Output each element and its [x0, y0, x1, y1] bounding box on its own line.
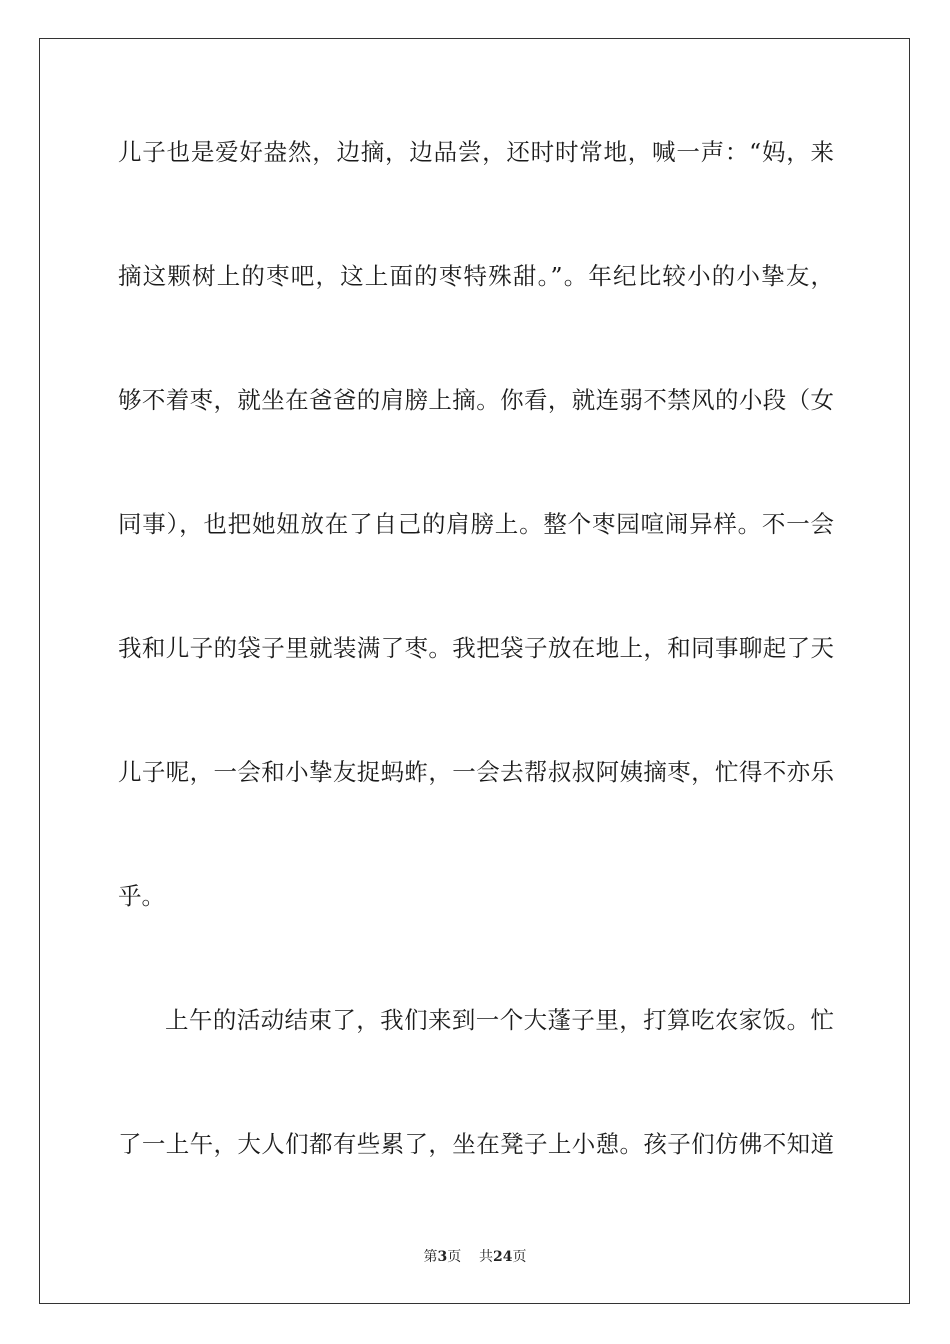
page-number: 3 — [437, 1249, 448, 1265]
body-line-5: 我和儿子的袋子里就装满了枣。我把袋子放在地上，和同事聊起了天 — [118, 634, 834, 662]
total-pages: 24 — [493, 1249, 513, 1265]
body-line-2: 摘这颗树上的枣吧，这上面的枣特殊甜。”。年纪比较小的小挚友， — [118, 262, 834, 290]
page-label-suffix: 页 — [447, 1249, 462, 1265]
page-border — [39, 38, 910, 1304]
body-line-6: 儿子呢，一会和小挚友捉蚂蚱，一会去帮叔叔阿姨摘枣，忙得不亦乐 — [118, 758, 834, 786]
body-line-7: 乎。 — [118, 882, 165, 910]
total-label-prefix: 共 — [479, 1249, 494, 1265]
page-label-prefix: 第 — [423, 1249, 438, 1265]
total-label-suffix: 页 — [512, 1249, 527, 1265]
body-line-1: 儿子也是爱好盎然，边摘，边品尝，还时时常地，喊一声：“妈，来 — [118, 138, 834, 166]
body-line-4: 同事），也把她妞放在了自己的肩膀上。整个枣园喧闹异样。不一会 — [118, 510, 834, 538]
body-line-3: 够不着枣，就坐在爸爸的肩膀上摘。你看，就连弱不禁风的小段（女 — [118, 386, 834, 414]
body-line-9: 了一上午，大人们都有些累了，坐在凳子上小憩。孩子们仿佛不知道 — [118, 1130, 834, 1158]
body-line-8: 上午的活动结束了，我们来到一个大蓬子里，打算吃农家饭。忙 — [165, 1006, 834, 1034]
page-footer — [0, 1248, 950, 1266]
